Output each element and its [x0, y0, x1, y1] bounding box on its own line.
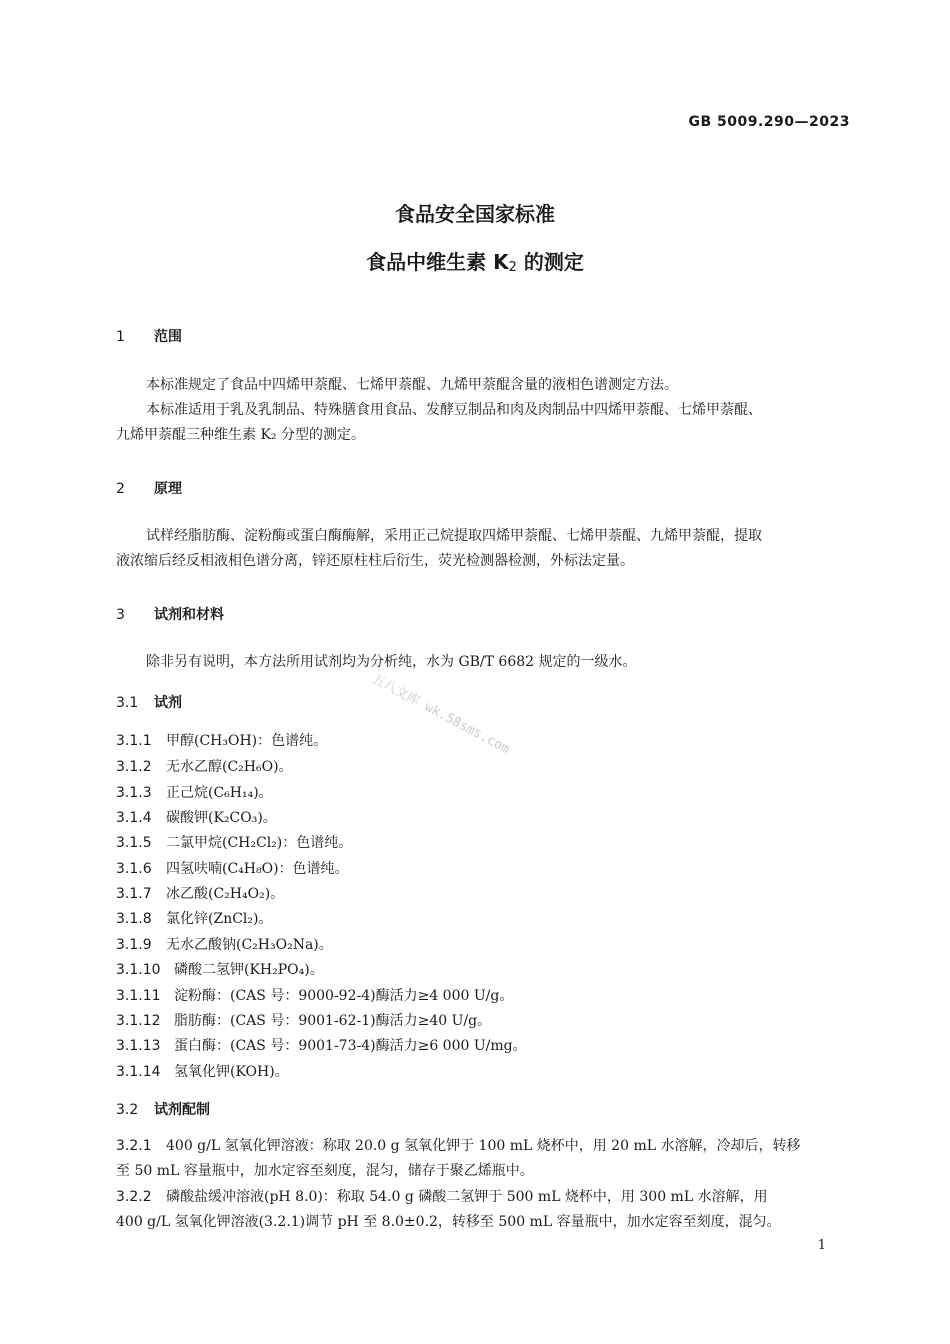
preparation-item — [116, 1185, 851, 1235]
reagent-item — [116, 756, 293, 776]
item-number: 3.1.14 — [116, 1064, 161, 1080]
item-text: 淀粉酶：(CAS 号：9000-92-4)酶活力≥4 000 U/g。 — [174, 988, 514, 1004]
item-text: 脂肪酶：(CAS 号：9001-62-1)酶活力≥40 U/g。 — [174, 1013, 492, 1029]
paragraph-line: 九烯甲萘醌三种维生素 K₂ 分型的测定。 — [116, 427, 365, 443]
item-text: 碳酸钾(K₂CO₃)。 — [166, 810, 277, 826]
item-text: 400 g/L 氢氧化钾溶液：称取 20.0 g 氢氧化钾于 100 mL 烧杯中，用 20 mL 水溶解，冷却后，转移 — [166, 1138, 801, 1154]
reagent-item — [116, 1061, 289, 1081]
item-text: 氯化锌(ZnCl₂)。 — [166, 911, 273, 927]
item-number: 3.1.1 — [116, 733, 152, 749]
paragraph-line: 400 g/L 氢氧化钾溶液(3.2.1)调节 pH 至 8.0±0.2，转移至 500 mL 容量瓶中，加水定容至刻度，混匀。 — [116, 1214, 781, 1230]
item-number: 3.1.7 — [116, 886, 152, 902]
item-number: 3.1.13 — [116, 1038, 161, 1054]
reagent-item — [116, 1035, 527, 1055]
subsection-heading-preparation — [116, 1099, 210, 1119]
subtitle-text: 食品中维生素 K — [366, 250, 509, 274]
subtitle-subscript: 2 — [508, 260, 517, 275]
section-title: 范围 — [154, 329, 182, 345]
reagents-paragraph — [116, 650, 851, 675]
item-number: 3.1.10 — [116, 962, 161, 978]
item-number: 3.1.2 — [116, 759, 152, 775]
section-heading-scope — [116, 326, 182, 346]
item-number: 3.2.2 — [116, 1189, 152, 1205]
section-heading-reagents — [116, 604, 224, 624]
item-text: 二氯甲烷(CH₂Cl₂)：色谱纯。 — [166, 835, 353, 851]
item-number: 3.1.5 — [116, 835, 152, 851]
reagent-item — [116, 959, 324, 979]
section-number: 3 — [116, 607, 125, 623]
paragraph-line: 试样经脂肪酶、淀粉酶或蛋白酶酶解，采用正己烷提取四烯甲萘醌、七烯甲萘醌、九烯甲萘醌，提取 — [146, 528, 762, 544]
page-title: 食品安全国家标准 — [395, 202, 555, 226]
section-title: 试剂 — [154, 695, 182, 711]
item-text: 四氢呋喃(C₄H₈O)：色谱纯。 — [166, 861, 349, 877]
item-number: 3.1.11 — [116, 988, 161, 1004]
item-text: 无水乙酸钠(C₂H₃O₂Na)。 — [166, 937, 333, 953]
principle-paragraph — [116, 524, 851, 574]
section-number: 3.1 — [116, 695, 139, 711]
item-number: 3.1.8 — [116, 911, 152, 927]
section-title: 试剂配制 — [154, 1102, 210, 1118]
subtitle-text-end: 的测定 — [516, 250, 584, 274]
paragraph-line — [116, 1134, 851, 1159]
item-number: 3.1.12 — [116, 1013, 161, 1029]
subsection-heading-reagents — [116, 692, 182, 712]
item-text: 无水乙醇(C₂H₆O)。 — [166, 759, 293, 775]
item-text: 氢氧化钾(KOH)。 — [174, 1064, 289, 1080]
item-number: 3.1.6 — [116, 861, 152, 877]
reagent-item — [116, 807, 277, 827]
section-title: 原理 — [154, 481, 182, 497]
item-number: 3.1.4 — [116, 810, 152, 826]
section-heading-principle — [116, 478, 182, 498]
paragraph-line: 至 50 mL 容量瓶中，加水定容至刻度，混匀，储存于聚乙烯瓶中。 — [116, 1163, 534, 1179]
section-number: 3.2 — [116, 1102, 139, 1118]
item-number: 3.1.9 — [116, 937, 152, 953]
reagent-item — [116, 730, 327, 750]
section-number: 2 — [116, 481, 125, 497]
standard-code: GB 5009.290—2023 — [688, 114, 850, 130]
paragraph-line — [116, 1185, 851, 1210]
reagent-item — [116, 1010, 491, 1030]
paragraph-line: 除非另有说明，本方法所用试剂均为分析纯，水为 GB/T 6682 规定的一级水。 — [146, 654, 637, 670]
item-number: 3.2.1 — [116, 1138, 152, 1154]
reagent-item — [116, 908, 272, 928]
section-number: 1 — [116, 329, 125, 345]
item-text: 正己烷(C₆H₁₄)。 — [166, 785, 273, 801]
scope-paragraph — [116, 373, 851, 448]
item-text: 冰乙酸(C₂H₄O₂)。 — [166, 886, 285, 902]
reagent-item — [116, 832, 352, 852]
item-text: 磷酸二氢钾(KH₂PO₄)。 — [174, 962, 324, 978]
item-number: 3.1.3 — [116, 785, 152, 801]
page-number: 1 — [817, 1238, 826, 1253]
preparation-item — [116, 1134, 851, 1184]
reagent-item — [116, 782, 273, 802]
reagent-item — [116, 934, 333, 954]
item-text: 甲醇(CH₃OH)：色谱纯。 — [166, 733, 328, 749]
paragraph-line: 本标准规定了食品中四烯甲萘醌、七烯甲萘醌、九烯甲萘醌含量的液相色谱测定方法。 — [146, 377, 678, 393]
page-subtitle — [0, 246, 950, 275]
paragraph-line: 液浓缩后经反相液相色谱分离，锌还原柱柱后衍生，荧光检测器检测，外标法定量。 — [116, 553, 634, 569]
paragraph-line: 本标准适用于乳及乳制品、特殊膳食用食品、发酵豆制品和肉及肉制品中四烯甲萘醌、七烯甲萘醌、 — [146, 402, 762, 418]
reagent-item — [116, 858, 349, 878]
item-text: 蛋白酶：(CAS 号：9001-73-4)酶活力≥6 000 U/mg。 — [174, 1038, 527, 1054]
watermark: 五八文库 wk.58sms.com — [369, 671, 512, 757]
item-text: 磷酸盐缓冲溶液(pH 8.0)：称取 54.0 g 磷酸二氢钾于 500 mL 烧杯中，用 300 mL 水溶解，用 — [166, 1189, 768, 1205]
section-title: 试剂和材料 — [154, 607, 224, 623]
reagent-item — [116, 985, 513, 1005]
reagent-item — [116, 883, 284, 903]
